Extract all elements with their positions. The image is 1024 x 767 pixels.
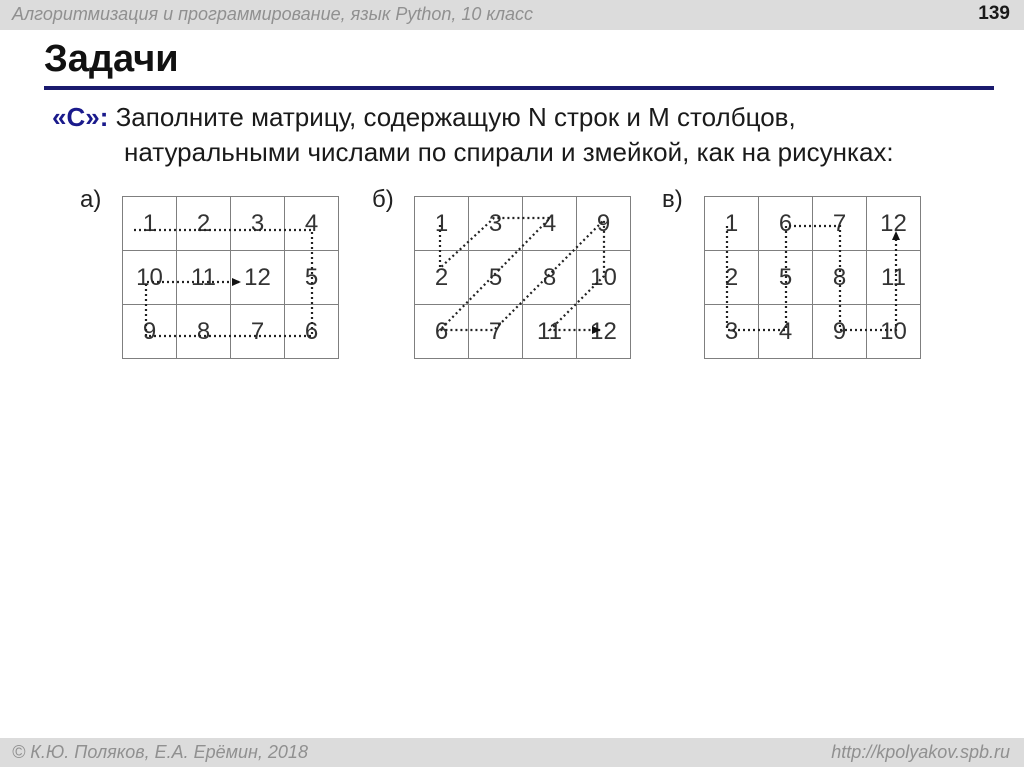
matrix-cell: 2 [177,197,231,251]
matrix-cell: 3 [231,197,285,251]
slide-title: Задачи [44,38,179,80]
matrix-spiral [122,196,339,359]
page-number: 139 [978,3,1010,24]
task-line-1: Заполните матрицу, содержащую N строк и M столбцов, [108,102,796,132]
task-statement [52,100,992,170]
matrix-cell: 9 [123,305,177,359]
matrix-cell: 2 [415,251,469,305]
table-row [705,251,921,305]
matrix-cell: 12 [577,305,631,359]
matrix-cell: 1 [415,197,469,251]
matrix-cell: 8 [523,251,577,305]
table-row [705,305,921,359]
matrix-cell: 8 [813,251,867,305]
matrix-column-snake [704,196,921,359]
matrix-cell: 10 [577,251,631,305]
matrix-cell: 5 [285,251,339,305]
matrix-cell: 9 [813,305,867,359]
matrix-cell: 6 [759,197,813,251]
table-row [123,197,339,251]
matrix-cell: 8 [177,305,231,359]
matrix-cell: 9 [577,197,631,251]
slide-footer [0,738,1024,767]
matrix-cell: 4 [285,197,339,251]
matrix-cell: 10 [123,251,177,305]
matrix-cell: 1 [123,197,177,251]
matrix-cell: 12 [231,251,285,305]
table-row [705,197,921,251]
matrix-cell: 10 [867,305,921,359]
matrix-cell: 11 [523,305,577,359]
matrix-cell: 2 [705,251,759,305]
matrix-cell: 11 [177,251,231,305]
matrix-cell: 3 [705,305,759,359]
figure-a-label: а) [80,186,102,213]
matrix-cell: 12 [867,197,921,251]
table-row [123,251,339,305]
figure-b-label: б) [372,186,394,213]
table-row [415,305,631,359]
matrix-cell: 6 [285,305,339,359]
matrix-cell: 5 [759,251,813,305]
title-underline [44,86,994,90]
table-row [415,197,631,251]
matrix-cell: 4 [523,197,577,251]
matrix-cell: 1 [705,197,759,251]
task-label: «C»: [52,102,109,132]
authors-copyright: © К.Ю. Поляков, Е.А. Ерёмин, 2018 [12,742,308,762]
matrix-cell: 7 [231,305,285,359]
matrix-cell: 5 [469,251,523,305]
table-row [415,251,631,305]
matrix-cell: 4 [759,305,813,359]
table-row [123,305,339,359]
matrix-cell: 3 [469,197,523,251]
website-link[interactable]: http://kpolyakov.spb.ru [831,742,1010,762]
figure-c-label: в) [662,186,683,213]
task-line-2: натуральными числами по спирали и змейкой, как на рисунках: [124,137,894,167]
matrix-cell: 7 [469,305,523,359]
matrix-cell: 11 [867,251,921,305]
matrix-diagonal-snake [414,196,631,359]
slide-header [0,0,1024,30]
course-title: Алгоритмизация и программирование, язык Python, 10 класс [12,4,534,24]
matrix-cell: 7 [813,197,867,251]
matrix-cell: 6 [415,305,469,359]
